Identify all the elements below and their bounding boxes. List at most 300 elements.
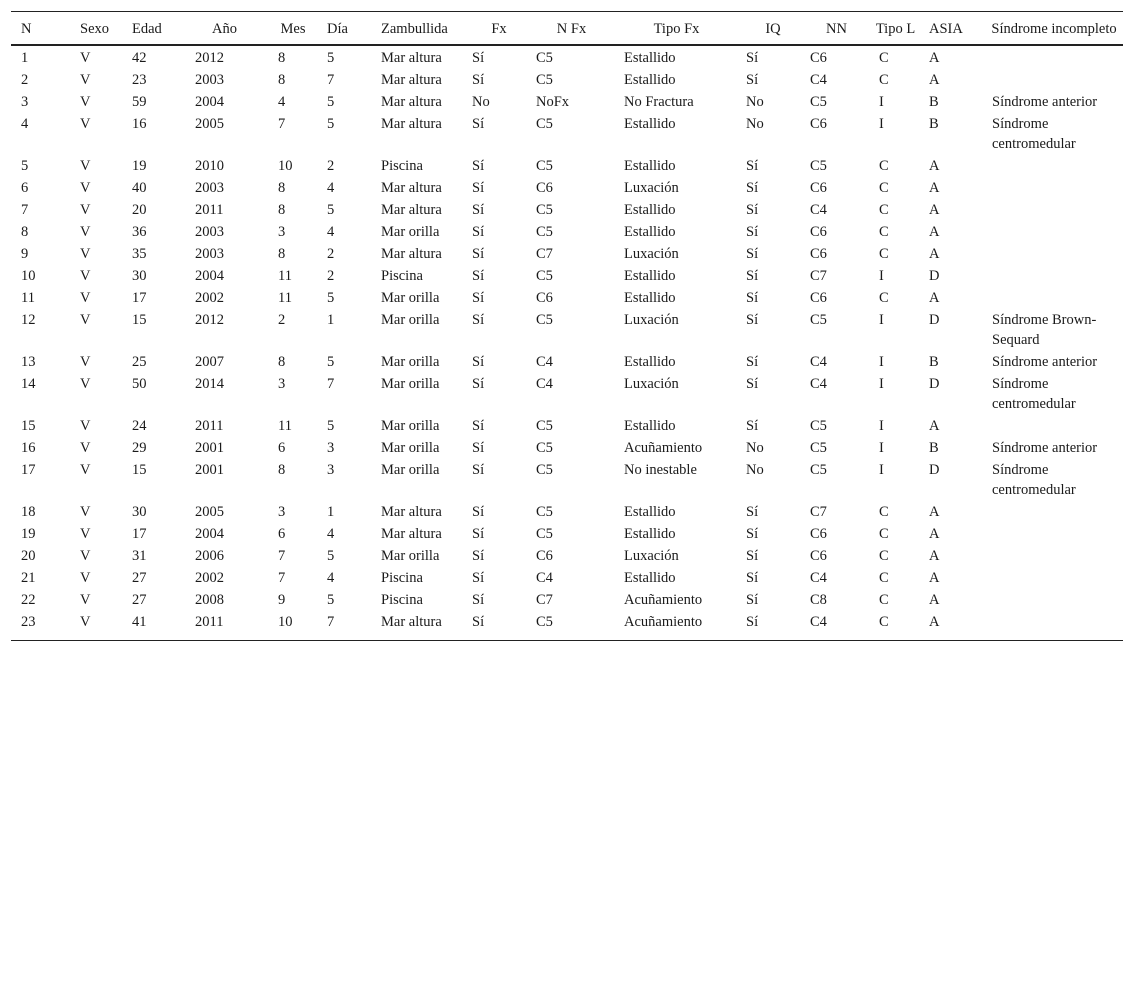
cell-zambullida: Piscina <box>381 268 423 284</box>
cell-n-fx: C5 <box>536 462 553 478</box>
cell-edad: 19 <box>132 158 147 174</box>
data-table <box>11 11 1123 641</box>
column-header-n-fx: N Fx <box>556 21 587 37</box>
cell-n-fx: C6 <box>536 180 553 196</box>
cell-edad: 35 <box>132 246 147 262</box>
cell-edad: 24 <box>132 418 147 434</box>
cell-nn: C7 <box>810 268 827 284</box>
cell-asia: D <box>929 312 940 328</box>
cell-sexo: V <box>80 50 91 66</box>
cell-sindrome-incompleto <box>985 501 1123 523</box>
cell-sexo: V <box>80 570 91 586</box>
cell-n-fx: C5 <box>536 158 553 174</box>
cell-mes: 10 <box>278 614 293 630</box>
cell-nn: C6 <box>810 526 827 542</box>
cell-n: 22 <box>21 592 36 608</box>
cell-n-fx: C5 <box>536 418 553 434</box>
cell-tipo-l: C <box>879 158 889 174</box>
cell-ano: 2011 <box>195 614 224 630</box>
cell-sindrome-incompleto <box>985 589 1123 611</box>
cell-tipo-fx: Estallido <box>624 290 676 306</box>
cell-n-fx: C4 <box>536 570 553 586</box>
cell-tipo-l: C <box>879 180 889 196</box>
cell-nn: C5 <box>810 158 827 174</box>
cell-tipo-l: C <box>879 50 889 66</box>
cell-ano: 2011 <box>195 202 224 218</box>
cell-edad: 17 <box>132 290 147 306</box>
cell-sexo: V <box>80 312 91 328</box>
cell-fx: Sí <box>472 526 485 542</box>
cell-mes: 8 <box>278 246 286 262</box>
cell-n: 5 <box>21 158 29 174</box>
table-row <box>11 523 1123 545</box>
cell-tipo-fx: Acuñamiento <box>624 440 703 456</box>
cell-zambullida: Piscina <box>381 570 423 586</box>
cell-edad: 30 <box>132 504 147 520</box>
cell-n: 1 <box>21 50 29 66</box>
cell-sexo: V <box>80 614 91 630</box>
column-header-sexo: Sexo <box>80 21 109 37</box>
cell-nn: C5 <box>810 312 827 328</box>
column-header-edad: Edad <box>132 21 162 37</box>
cell-ano: 2008 <box>195 592 224 608</box>
cell-n-fx: C5 <box>536 72 553 88</box>
cell-dia: 5 <box>327 202 335 218</box>
cell-n-fx: C6 <box>536 290 553 306</box>
column-header-tipo-fx: Tipo Fx <box>653 21 700 37</box>
cell-tipo-l: I <box>879 354 884 370</box>
cell-tipo-l: I <box>879 268 884 284</box>
cell-edad: 16 <box>132 116 147 132</box>
column-header-sindrome-incompleto: Síndrome incompleto <box>991 21 1117 37</box>
cell-edad: 30 <box>132 268 147 284</box>
cell-tipo-l: I <box>879 376 884 392</box>
cell-zambullida: Mar orilla <box>381 418 440 434</box>
column-header-dia: Día <box>327 21 348 37</box>
cell-iq: Sí <box>746 158 759 174</box>
cell-tipo-fx: Estallido <box>624 116 676 132</box>
cell-tipo-fx: Luxación <box>624 180 679 196</box>
cell-asia: A <box>929 614 940 630</box>
table-row <box>11 265 1123 287</box>
cell-tipo-fx: Estallido <box>624 158 676 174</box>
cell-edad: 41 <box>132 614 147 630</box>
cell-asia: A <box>929 570 940 586</box>
cell-dia: 5 <box>327 592 335 608</box>
cell-tipo-l: I <box>879 462 884 478</box>
column-header-zambullida: Zambullida <box>381 21 448 37</box>
cell-nn: C8 <box>810 592 827 608</box>
cell-sexo: V <box>80 548 91 564</box>
cell-tipo-fx: No inestable <box>624 462 697 478</box>
cell-n: 7 <box>21 202 29 218</box>
cell-sexo: V <box>80 116 91 132</box>
cell-sexo: V <box>80 440 91 456</box>
cell-mes: 7 <box>278 548 286 564</box>
cell-fx: Sí <box>472 570 485 586</box>
cell-n: 13 <box>21 354 36 370</box>
cell-mes: 11 <box>278 268 292 284</box>
cell-ano: 2010 <box>195 158 224 174</box>
cell-zambullida: Mar altura <box>381 94 442 110</box>
data-table-container <box>11 11 1123 641</box>
cell-mes: 10 <box>278 158 293 174</box>
cell-tipo-l: C <box>879 290 889 306</box>
cell-sindrome-incompleto <box>985 177 1123 199</box>
cell-n-fx: C5 <box>536 116 553 132</box>
cell-sindrome-incompleto: Síndrome Brown-Sequard <box>992 312 1097 348</box>
cell-nn: C6 <box>810 180 827 196</box>
cell-dia: 5 <box>327 548 335 564</box>
cell-sexo: V <box>80 526 91 542</box>
cell-tipo-fx: Acuñamiento <box>624 614 703 630</box>
cell-edad: 31 <box>132 548 147 564</box>
cell-n: 2 <box>21 72 29 88</box>
cell-tipo-l: C <box>879 202 889 218</box>
cell-fx: Sí <box>472 614 485 630</box>
cell-sexo: V <box>80 224 91 240</box>
cell-mes: 11 <box>278 418 292 434</box>
cell-sexo: V <box>80 202 91 218</box>
table-row <box>11 415 1123 437</box>
cell-fx: Sí <box>472 246 485 262</box>
cell-edad: 29 <box>132 440 147 456</box>
cell-tipo-fx: Estallido <box>624 202 676 218</box>
cell-n-fx: C5 <box>536 440 553 456</box>
cell-asia: A <box>929 72 940 88</box>
cell-n: 6 <box>21 180 29 196</box>
cell-mes: 11 <box>278 290 292 306</box>
cell-asia: A <box>929 224 940 240</box>
cell-sindrome-incompleto <box>985 265 1123 287</box>
cell-tipo-fx: Acuñamiento <box>624 592 703 608</box>
table-row <box>11 501 1123 523</box>
table-row <box>11 45 1123 69</box>
cell-ano: 2001 <box>195 462 224 478</box>
cell-ano: 2003 <box>195 224 224 240</box>
cell-edad: 42 <box>132 50 147 66</box>
cell-fx: Sí <box>472 440 485 456</box>
cell-tipo-fx: Estallido <box>624 72 676 88</box>
cell-asia: A <box>929 158 940 174</box>
cell-n-fx: C4 <box>536 354 553 370</box>
cell-dia: 5 <box>327 290 335 306</box>
cell-zambullida: Mar altura <box>381 50 442 66</box>
cell-iq: Sí <box>746 268 759 284</box>
cell-dia: 5 <box>327 116 335 132</box>
cell-nn: C6 <box>810 548 827 564</box>
cell-zambullida: Piscina <box>381 592 423 608</box>
cell-nn: C5 <box>810 418 827 434</box>
cell-tipo-fx: Estallido <box>624 268 676 284</box>
cell-sindrome-incompleto <box>985 199 1123 221</box>
cell-sindrome-incompleto <box>985 523 1123 545</box>
cell-nn: C5 <box>810 94 827 110</box>
cell-asia: B <box>929 116 939 132</box>
cell-fx: Sí <box>472 504 485 520</box>
cell-sindrome-incompleto <box>985 545 1123 567</box>
cell-zambullida: Mar orilla <box>381 224 440 240</box>
cell-tipo-l: C <box>879 526 889 542</box>
cell-n: 21 <box>21 570 36 586</box>
cell-sexo: V <box>80 268 91 284</box>
cell-mes: 8 <box>278 354 286 370</box>
cell-iq: Sí <box>746 72 759 88</box>
cell-asia: B <box>929 354 939 370</box>
cell-edad: 27 <box>132 592 147 608</box>
cell-n: 19 <box>21 526 36 542</box>
cell-n: 10 <box>21 268 36 284</box>
cell-dia: 5 <box>327 418 335 434</box>
cell-tipo-l: I <box>879 312 884 328</box>
cell-iq: Sí <box>746 592 759 608</box>
cell-ano: 2012 <box>195 50 224 66</box>
cell-fx: Sí <box>472 50 485 66</box>
cell-sexo: V <box>80 418 91 434</box>
cell-dia: 1 <box>327 312 335 328</box>
cell-mes: 8 <box>278 202 286 218</box>
cell-nn: C5 <box>810 462 827 478</box>
cell-zambullida: Mar altura <box>381 504 442 520</box>
cell-sindrome-incompleto: Síndrome anterior <box>992 354 1098 370</box>
cell-tipo-l: C <box>879 614 889 630</box>
cell-tipo-fx: Estallido <box>624 570 676 586</box>
cell-edad: 40 <box>132 180 147 196</box>
cell-n: 11 <box>21 290 35 306</box>
cell-dia: 4 <box>327 224 335 240</box>
cell-asia: D <box>929 268 940 284</box>
cell-zambullida: Mar orilla <box>381 440 440 456</box>
cell-nn: C6 <box>810 290 827 306</box>
cell-dia: 5 <box>327 354 335 370</box>
cell-tipo-fx: Estallido <box>624 504 676 520</box>
cell-asia: A <box>929 418 940 434</box>
cell-sexo: V <box>80 246 91 262</box>
cell-zambullida: Mar orilla <box>381 312 440 328</box>
table-header <box>11 12 1123 46</box>
cell-sexo: V <box>80 462 91 478</box>
cell-iq: No <box>746 94 764 110</box>
cell-ano: 2004 <box>195 94 224 110</box>
cell-fx: Sí <box>472 592 485 608</box>
cell-zambullida: Mar orilla <box>381 462 440 478</box>
cell-ano: 2002 <box>195 570 224 586</box>
cell-zambullida: Mar altura <box>381 246 442 262</box>
cell-sindrome-incompleto: Síndrome anterior <box>992 94 1098 110</box>
table-row <box>11 437 1123 459</box>
cell-dia: 1 <box>327 504 335 520</box>
table-row <box>11 199 1123 221</box>
cell-iq: Sí <box>746 526 759 542</box>
cell-sindrome-incompleto: Síndrome centromedular <box>992 376 1076 412</box>
cell-fx: Sí <box>472 548 485 564</box>
cell-sindrome-incompleto <box>985 155 1123 177</box>
cell-tipo-fx: Estallido <box>624 526 676 542</box>
cell-asia: A <box>929 180 940 196</box>
cell-mes: 8 <box>278 72 286 88</box>
cell-zambullida: Mar altura <box>381 526 442 542</box>
cell-edad: 36 <box>132 224 147 240</box>
cell-n: 12 <box>21 312 36 328</box>
cell-asia: D <box>929 462 940 478</box>
cell-n-fx: C7 <box>536 246 553 262</box>
cell-iq: Sí <box>746 180 759 196</box>
cell-n: 3 <box>21 94 29 110</box>
cell-mes: 8 <box>278 50 286 66</box>
cell-nn: C4 <box>810 614 827 630</box>
column-header-nn: NN <box>826 21 847 37</box>
table-row <box>11 91 1123 113</box>
cell-n-fx: NoFx <box>536 94 570 110</box>
cell-tipo-l: I <box>879 418 884 434</box>
cell-tipo-fx: Estallido <box>624 224 676 240</box>
cell-mes: 7 <box>278 116 286 132</box>
cell-sexo: V <box>80 376 91 392</box>
cell-tipo-l: C <box>879 592 889 608</box>
cell-tipo-fx: Luxación <box>624 246 679 262</box>
cell-mes: 2 <box>278 312 286 328</box>
cell-sexo: V <box>80 290 91 306</box>
cell-dia: 4 <box>327 570 335 586</box>
cell-iq: No <box>746 440 764 456</box>
cell-ano: 2003 <box>195 246 224 262</box>
cell-ano: 2004 <box>195 268 224 284</box>
cell-dia: 3 <box>327 462 335 478</box>
cell-dia: 7 <box>327 376 335 392</box>
cell-tipo-l: C <box>879 224 889 240</box>
cell-n-fx: C5 <box>536 224 553 240</box>
cell-nn: C4 <box>810 202 827 218</box>
cell-sexo: V <box>80 504 91 520</box>
cell-tipo-fx: Estallido <box>624 418 676 434</box>
column-header-mes: Mes <box>280 21 306 37</box>
cell-asia: A <box>929 504 940 520</box>
cell-tipo-fx: Luxación <box>624 548 679 564</box>
cell-sindrome-incompleto <box>985 287 1123 309</box>
cell-sexo: V <box>80 180 91 196</box>
cell-mes: 6 <box>278 526 286 542</box>
cell-edad: 25 <box>132 354 147 370</box>
column-header-fx: Fx <box>491 21 507 37</box>
cell-dia: 7 <box>327 614 335 630</box>
cell-dia: 2 <box>327 158 335 174</box>
table-row <box>11 69 1123 91</box>
cell-iq: Sí <box>746 224 759 240</box>
cell-fx: Sí <box>472 354 485 370</box>
table-row <box>11 113 1123 155</box>
table-row <box>11 459 1123 501</box>
cell-nn: C6 <box>810 246 827 262</box>
cell-ano: 2004 <box>195 526 224 542</box>
cell-fx: Sí <box>472 376 485 392</box>
cell-fx: Sí <box>472 224 485 240</box>
cell-nn: C5 <box>810 440 827 456</box>
cell-n-fx: C5 <box>536 614 553 630</box>
cell-sindrome-incompleto <box>985 567 1123 589</box>
cell-fx: Sí <box>472 72 485 88</box>
cell-fx: Sí <box>472 116 485 132</box>
cell-asia: A <box>929 202 940 218</box>
cell-n-fx: C5 <box>536 50 553 66</box>
cell-sindrome-incompleto <box>985 415 1123 437</box>
cell-nn: C7 <box>810 504 827 520</box>
cell-iq: Sí <box>746 354 759 370</box>
cell-tipo-fx: No Fractura <box>624 94 694 110</box>
cell-iq: Sí <box>746 312 759 328</box>
cell-mes: 4 <box>278 94 286 110</box>
cell-sindrome-incompleto <box>985 611 1123 641</box>
cell-sexo: V <box>80 158 91 174</box>
cell-nn: C4 <box>810 570 827 586</box>
cell-dia: 4 <box>327 526 335 542</box>
cell-n: 8 <box>21 224 29 240</box>
cell-tipo-fx: Luxación <box>624 312 679 328</box>
cell-sindrome-incompleto <box>985 45 1123 69</box>
cell-n: 23 <box>21 614 36 630</box>
cell-ano: 2006 <box>195 548 224 564</box>
cell-ano: 2012 <box>195 312 224 328</box>
cell-nn: C4 <box>810 354 827 370</box>
cell-tipo-l: C <box>879 504 889 520</box>
table-row <box>11 287 1123 309</box>
cell-tipo-l: C <box>879 72 889 88</box>
cell-sindrome-incompleto <box>985 69 1123 91</box>
cell-dia: 3 <box>327 440 335 456</box>
cell-dia: 2 <box>327 246 335 262</box>
cell-asia: D <box>929 376 940 392</box>
cell-n: 4 <box>21 116 29 132</box>
cell-tipo-l: C <box>879 548 889 564</box>
cell-n: 20 <box>21 548 36 564</box>
cell-ano: 2002 <box>195 290 224 306</box>
table-row <box>11 155 1123 177</box>
cell-asia: A <box>929 50 940 66</box>
cell-iq: Sí <box>746 202 759 218</box>
cell-iq: Sí <box>746 376 759 392</box>
cell-fx: Sí <box>472 268 485 284</box>
cell-n-fx: C5 <box>536 526 553 542</box>
cell-ano: 2001 <box>195 440 224 456</box>
cell-tipo-l: C <box>879 246 889 262</box>
table-row <box>11 221 1123 243</box>
cell-asia: B <box>929 94 939 110</box>
cell-sexo: V <box>80 592 91 608</box>
cell-mes: 3 <box>278 376 286 392</box>
cell-n-fx: C5 <box>536 202 553 218</box>
cell-tipo-l: I <box>879 116 884 132</box>
cell-dia: 2 <box>327 268 335 284</box>
header-row <box>11 12 1123 46</box>
cell-asia: B <box>929 440 939 456</box>
table-row <box>11 373 1123 415</box>
cell-fx: Sí <box>472 202 485 218</box>
cell-nn: C6 <box>810 50 827 66</box>
cell-asia: A <box>929 526 940 542</box>
cell-zambullida: Mar altura <box>381 72 442 88</box>
cell-n: 16 <box>21 440 36 456</box>
cell-mes: 9 <box>278 592 286 608</box>
cell-ano: 2003 <box>195 72 224 88</box>
table-row <box>11 545 1123 567</box>
cell-fx: Sí <box>472 158 485 174</box>
cell-sexo: V <box>80 72 91 88</box>
cell-mes: 3 <box>278 504 286 520</box>
cell-zambullida: Mar altura <box>381 614 442 630</box>
table-row <box>11 351 1123 373</box>
cell-dia: 5 <box>327 50 335 66</box>
cell-tipo-l: I <box>879 440 884 456</box>
cell-edad: 50 <box>132 376 147 392</box>
